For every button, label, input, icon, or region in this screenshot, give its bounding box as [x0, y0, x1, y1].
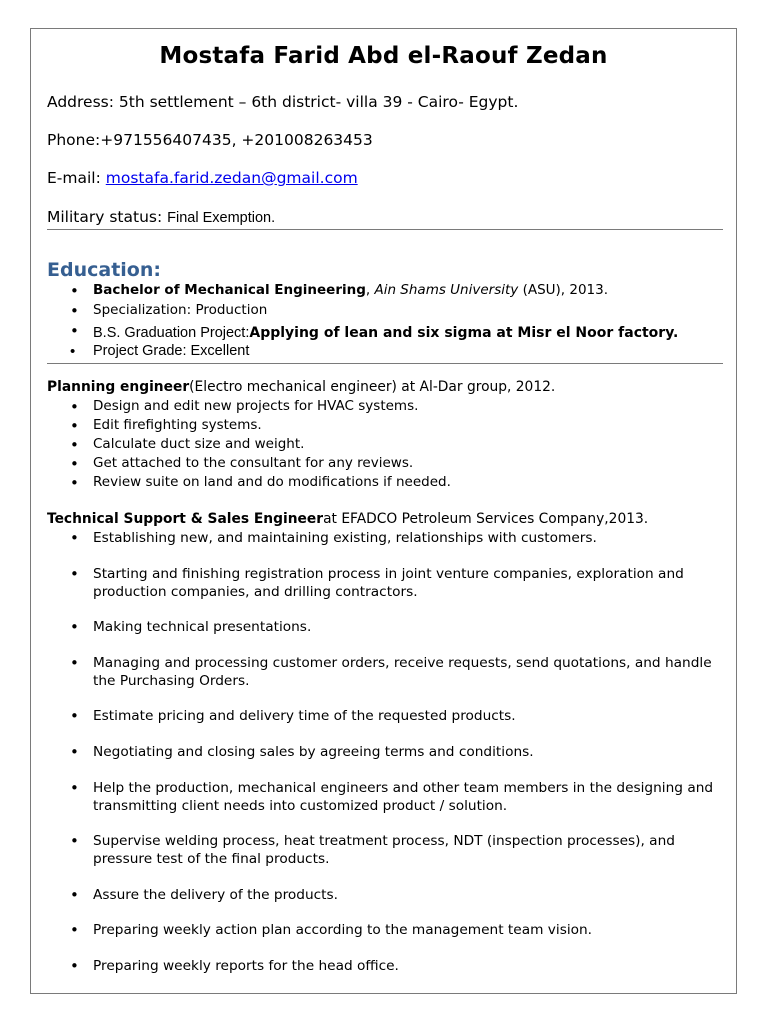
planning-duties-list [47, 398, 451, 493]
job-title: Technical Support & Sales Engineer [47, 511, 324, 527]
education-grade: • Project Grade: Excellent [47, 343, 678, 363]
list-item: • Managing and processing customer orders, receive requests, send quotations, and handle the Purchasing Orders. [47, 654, 727, 690]
list-item: • Preparing weekly action plan according to the management team vision. [47, 921, 727, 939]
military-label: Military status [47, 208, 157, 226]
military-line [47, 208, 275, 226]
list-item: • Assure the delivery of the products. [47, 886, 727, 904]
project-label: B.S. Graduation Project: [93, 325, 250, 341]
email-label: E-mail: [47, 169, 106, 187]
education-list [47, 282, 678, 363]
divider [47, 363, 723, 364]
phone-label: Phone: [47, 131, 101, 149]
job-heading-planning [47, 379, 555, 395]
university-name: Ain Shams University [374, 282, 519, 298]
job-heading-sales [47, 511, 648, 527]
job-title: Planning engineer [47, 379, 190, 395]
list-item: • Estimate pricing and delivery time of the requested products. [47, 707, 727, 725]
email-line [47, 169, 358, 187]
list-item: • Edit firefighting systems. [47, 417, 451, 436]
list-item: • Review suite on land and do modifications if needed. [47, 474, 451, 493]
address-line [47, 93, 518, 111]
list-item: • Establishing new, and maintaining existing, relationships with customers. [47, 529, 727, 547]
list-item: • Help the production, mechanical engineers and other team members in the designing and transmitting client needs into customized product / solution. [47, 779, 727, 815]
job-detail: (Electro mechanical engineer) at Al-Dar group, 2012. [189, 379, 556, 395]
resume-page [30, 28, 737, 994]
education-project [47, 322, 678, 343]
education-heading: Education: [47, 259, 161, 281]
military-value: Final Exemption. [167, 210, 276, 226]
candidate-name: Mostafa Farid Abd el-Raouf Zedan [159, 43, 608, 69]
address-value: 5th settlement – 6th district- villa 39 - Cairo- Egypt. [113, 93, 519, 111]
list-item: • Preparing weekly reports for the head office. [47, 957, 727, 975]
phone-line [47, 131, 373, 149]
list-item: • Negotiating and closing sales by agreeing terms and conditions. [47, 743, 727, 761]
list-item: • Design and edit new projects for HVAC systems. [47, 398, 451, 417]
project-title: Applying of lean and six sigma at Misr el Noor factory. [249, 325, 679, 341]
military-colon: : [156, 208, 168, 226]
degree-separator: , [365, 282, 375, 298]
education-specialization: • Specialization: Production [47, 302, 678, 322]
job-detail: at EFADCO Petroleum Services Company,2013. [323, 511, 649, 527]
degree-title: Bachelor of Mechanical Engineering [93, 282, 366, 298]
divider [47, 229, 723, 230]
list-item: • Supervise welding process, heat treatment process, NDT (inspection processes), and pressure test of the final products. [47, 832, 727, 868]
address-label: Address: [47, 93, 114, 111]
email-link[interactable]: mostafa.farid.zedan@gmail.com [105, 169, 358, 187]
education-degree [47, 282, 678, 302]
list-item: • Starting and finishing registration process in joint venture companies, exploration and production companies, and drilling contractors. [47, 565, 727, 601]
list-item: • Making technical presentations. [47, 618, 727, 636]
list-item: • Calculate duct size and weight. [47, 436, 451, 455]
degree-rest: (ASU), 2013. [518, 282, 609, 298]
sales-duties-list [47, 529, 727, 993]
phone-value: +971556407435, +201008263453 [100, 131, 373, 149]
list-item: • Get attached to the consultant for any reviews. [47, 455, 451, 474]
